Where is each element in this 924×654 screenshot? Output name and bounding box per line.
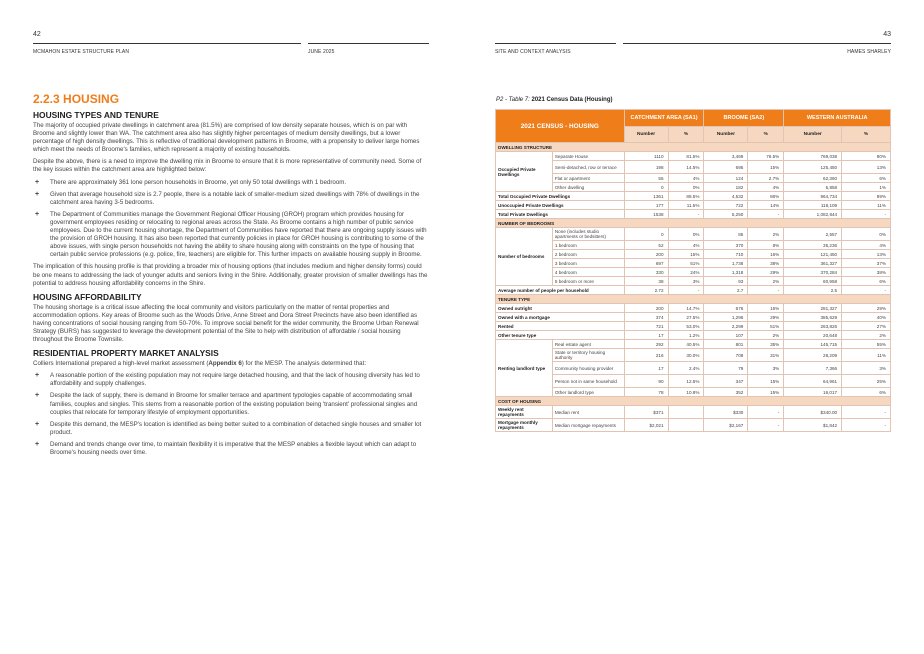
column-header: Number (624, 126, 668, 143)
value-cell: 78 (624, 388, 668, 397)
value-cell: 3% (842, 362, 891, 375)
value-cell: 14% (748, 201, 784, 210)
value-cell: 721 (624, 322, 668, 331)
bullet-icon: + (35, 190, 40, 198)
group-label: Number of bedrooms (496, 228, 553, 286)
value-cell: 676 (704, 304, 748, 313)
paragraph: Colliers International prepared a high-level market assessment (Appendix 6) for the MESP. The analysis determined that: (33, 360, 367, 368)
row-label: Owned outright (496, 304, 625, 313)
row-label: Total Private Dwellings (496, 210, 625, 219)
value-cell (668, 419, 704, 432)
table-row (496, 201, 891, 210)
column-group-header: BROOME (SA2) (704, 110, 784, 127)
section-bedrooms: NUMBER OF BEDROOMS (496, 219, 891, 228)
paragraph: The implication of this housing profile is that providing a broader mix of housing options (that includes medium and higher density forms) could be one means to addressing the lack of younger adults and seniors living in the Shire. Additionally, greater provision of smaller dwellings has the potential to address housing affordability concerns in the Shire. (33, 263, 428, 287)
value-cell: 27% (842, 322, 891, 331)
value-cell: 15% (748, 161, 784, 174)
value-cell: 1% (842, 183, 891, 192)
value-cell: 10.8% (668, 388, 704, 397)
value-cell: $340.00 (784, 406, 842, 419)
value-cell: 17 (624, 362, 668, 375)
value-cell: 200 (624, 250, 668, 259)
header-rule (308, 43, 429, 44)
value-cell: 15% (748, 304, 784, 313)
census-table (495, 109, 891, 432)
list-item: + Given that average household size is 2.7 people, there is a notable lack of smaller-medium sized dwellings with 78% of dwellings in the catchment area having 3-5 bedrooms. (35, 190, 420, 206)
value-cell: 4% (748, 183, 784, 192)
value-cell: 121,450 (784, 250, 842, 259)
value-cell: 118,109 (784, 201, 842, 210)
table-row (496, 388, 891, 397)
row-label: Owned with a mortgage (496, 313, 625, 322)
appendix-reference: Appendix 6 (208, 360, 242, 368)
value-cell: - (842, 210, 891, 219)
value-cell: 2,299 (704, 322, 748, 331)
value-cell: 0% (668, 183, 704, 192)
bullet-list (33, 372, 429, 457)
value-cell: 3,469 (704, 152, 748, 161)
column-header: Number (784, 126, 842, 143)
value-cell: 27.5% (668, 313, 704, 322)
value-cell: 2% (748, 228, 784, 241)
value-cell: 8% (748, 241, 784, 250)
table-row (496, 241, 891, 250)
table-row (496, 250, 891, 259)
value-cell: - (842, 286, 891, 295)
table-row (496, 286, 891, 295)
bullet-icon: + (35, 440, 40, 448)
value-cell: 1,082,844 (784, 210, 842, 219)
value-cell: 89% (842, 192, 891, 201)
table-row (496, 228, 891, 241)
value-cell: 11% (842, 349, 891, 362)
header-company: HAMES SHARLEY (847, 49, 891, 55)
left-body (33, 92, 429, 461)
value-cell: 347 (704, 375, 748, 388)
bullet-icon: + (35, 372, 40, 380)
header-rule (623, 43, 891, 44)
value-cell (668, 406, 704, 419)
header-date: JUNE 2025 (308, 49, 335, 55)
list-item: + There are approximately 361 lone person households in Broome, yet only 50 total dwellings with 1 bedroom. (35, 178, 347, 186)
value-cell: 16% (748, 250, 784, 259)
value-cell: 1361 (624, 192, 668, 201)
column-group-header: WESTERN AUSTRALIA (784, 110, 891, 127)
column-group-header: CATCHMENT AREA (SA1) (624, 110, 704, 127)
value-cell: 17 (624, 331, 668, 340)
value-cell: 107 (704, 331, 748, 340)
header-rule (33, 43, 301, 44)
row-label: Semi-detached, row or terrace (552, 161, 624, 174)
column-header: % (842, 126, 891, 143)
value-cell: 85 (704, 228, 748, 241)
value-cell: 722 (704, 201, 748, 210)
bullet-icon: + (35, 420, 40, 428)
page-number: 43 (883, 31, 891, 38)
value-cell: 1538 (624, 210, 668, 219)
value-cell: 2.7% (748, 174, 784, 183)
value-cell: $330 (704, 406, 748, 419)
value-cell: 2.5 (784, 286, 842, 295)
table-row (496, 268, 891, 277)
value-cell: 53.0% (668, 322, 704, 331)
table-row (496, 419, 891, 432)
column-header: Number (704, 126, 748, 143)
paragraph: The housing shortage is a critical issue affecting the local community and visitors particularly on the matter of rental properties and accommodation options. Key areas of Broome such as the Woods Drive, Anne Street and Dora Street Precincts have also been identified as having concentrations of social housing ranging from 50-70%. To improve social benefit for the wider community, the Broome Urban Renewal Strategy (BURS) has suggested to leverage the development potential of the Site to help with distribution of affordable / social housing throughout the Broome Townsite. (33, 303, 419, 344)
value-cell: 35% (748, 340, 784, 349)
section-dwelling-structure: DWELLING STRUCTURE (496, 143, 891, 152)
value-cell: 38% (748, 259, 784, 268)
table-title: 2021 CENSUS - HOUSING (496, 110, 625, 143)
value-cell: 198 (624, 161, 668, 174)
row-label: Other dwelling (552, 183, 624, 192)
value-cell: 0 (624, 183, 668, 192)
value-cell: 35,236 (784, 241, 842, 250)
value-cell: 79 (704, 362, 748, 375)
table-row (496, 152, 891, 161)
table-row (496, 406, 891, 419)
value-cell: 361,327 (784, 259, 842, 268)
section-row (496, 295, 891, 304)
paragraph: Despite the above, there is a need to improve the dwelling mix in Broome to ensure that it is more representative of community need. Some of the key issues within the catchment area are highlighted below: (33, 158, 422, 174)
bullet-list (33, 179, 429, 260)
table-row (496, 174, 891, 183)
value-cell: 88.5% (668, 192, 704, 201)
list-item: + A reasonable portion of the existing population may not require large detached housing, and that the lack of housing diversity has led to affordability and supply challenges. (35, 372, 420, 388)
value-cell: 2% (748, 277, 784, 286)
value-cell: - (748, 419, 784, 432)
row-sublabel: Median mortgage repayments (552, 419, 624, 432)
value-cell: 145,715 (784, 340, 842, 349)
section-tenure: TENURE TYPE (496, 295, 891, 304)
subheading-market-analysis: RESIDENTIAL PROPERTY MARKET ANALYSIS (33, 348, 219, 359)
bullet-icon: + (35, 178, 40, 186)
value-cell: 4,532 (704, 192, 748, 201)
value-cell: 40% (842, 313, 891, 322)
table-row (496, 331, 891, 340)
paragraph: The majority of occupied private dwellings in catchment area (81.5%) are comprised of low density separate houses, which is on par with Broome and slightly lower than WA. The catchment area also has slightly higher percentages of medium density dwellings, but a lower percentage of high density dwellings. This is reflective of traditional development patterns in Broome, with a propensity to deliver large homes which meet the needs of Broome's families, which represent a majority of existing households. (33, 122, 420, 154)
value-cell: 4% (668, 174, 704, 183)
value-cell: 40.5% (668, 340, 704, 349)
row-label: 3 bedroom (552, 259, 624, 268)
value-cell: - (748, 406, 784, 419)
value-cell: 4% (842, 241, 891, 250)
value-cell: 4% (668, 241, 704, 250)
table-row (496, 210, 891, 219)
value-cell: 177 (624, 201, 668, 210)
value-cell: 1,296 (704, 313, 748, 322)
table-row (496, 304, 891, 313)
value-cell: 28,209 (784, 349, 842, 362)
value-cell: 15% (668, 250, 704, 259)
value-cell: - (668, 286, 704, 295)
row-sublabel: Median rent (552, 406, 624, 419)
value-cell: 200 (624, 304, 668, 313)
value-cell: 182 (704, 183, 748, 192)
value-cell: 710 (704, 250, 748, 259)
row-label: Average number of people per household (496, 286, 625, 295)
list-item: + The Department of Communities manage the Government Regional Officer Housing (GROH) program which provides housing for government employees residing or relocating to regional areas across the State. As Broome contains a high number of public service employees. Due to the current housing shortage, the Department of Communities have reported that there are ongoing supply issues with the provision of GROH housing. It has also been reported that currently policies in place for GROH housing is contributing to some of the above issues, with single person households not having the ability to share housing along with constraints on the type of housing that certain public service professions (e.g. police, fire, teachers) are eligible for. This further impacts on available housing supply in Broome. (35, 210, 427, 259)
table-row (496, 192, 891, 201)
value-cell: - (748, 286, 784, 295)
value-cell: 1110 (624, 152, 668, 161)
value-cell: 51% (748, 322, 784, 331)
row-label: Total Occupied Private Dwellings (496, 192, 625, 201)
row-label: 5 bedroom or more (552, 277, 624, 286)
value-cell: 29% (842, 304, 891, 313)
subheading-housing-types: HOUSING TYPES AND TENURE (33, 110, 159, 120)
row-label: Rented (496, 322, 625, 331)
value-cell: 64,961 (784, 375, 842, 388)
table-row (496, 340, 891, 349)
value-cell: $2,021 (624, 419, 668, 432)
value-cell: 11% (842, 201, 891, 210)
row-label: Person not in same household (552, 375, 624, 388)
value-cell: $1,842 (784, 419, 842, 432)
value-cell: 38% (842, 268, 891, 277)
value-cell: 90 (624, 375, 668, 388)
value-cell: 263,826 (784, 322, 842, 331)
value-cell: 5,858 (784, 183, 842, 192)
value-cell: 60,958 (784, 277, 842, 286)
value-cell: 93 (704, 277, 748, 286)
running-header: MCMAHON ESTATE STRUCTURE PLAN (33, 49, 130, 55)
value-cell: 25% (842, 375, 891, 388)
group-label: Renting landlord type (496, 340, 553, 397)
section-row (496, 219, 891, 228)
value-cell: 20,648 (784, 331, 842, 340)
value-cell: 55% (842, 340, 891, 349)
page-number: 42 (33, 31, 41, 38)
value-cell: 13% (842, 161, 891, 174)
value-cell: - (748, 210, 784, 219)
table-row (496, 349, 891, 362)
value-cell: 708 (704, 349, 748, 362)
row-label: State or territory housing authority (552, 349, 624, 362)
value-cell: 81.5% (668, 152, 704, 161)
value-cell: 281,327 (784, 304, 842, 313)
value-cell: 11.5% (668, 201, 704, 210)
value-cell: 801 (704, 340, 748, 349)
table-row (496, 277, 891, 286)
value-cell: 964,734 (784, 192, 842, 201)
value-cell: 2.4% (668, 362, 704, 375)
value-cell: 2% (748, 331, 784, 340)
value-cell: 216 (624, 349, 668, 362)
value-cell: 2.7 (704, 286, 748, 295)
value-cell: 76.5% (748, 152, 784, 161)
value-cell: 29% (748, 313, 784, 322)
row-label: Mortgage monthly repayments (496, 419, 553, 432)
row-label: Other tenure type (496, 331, 625, 340)
value-cell: - (842, 406, 891, 419)
group-label: Occupied Private Dwellings (496, 152, 553, 192)
row-label: Flat or apartment (552, 174, 624, 183)
table-caption: P2 - Table 7: 2021 Census Data (Housing) (496, 97, 613, 103)
bullet-icon: + (35, 392, 40, 400)
list-item: + Despite this demand, the MESP's location is identified as being better suited to a combination of detached single houses and smaller lot product. (35, 420, 422, 436)
value-cell: 7,366 (784, 362, 842, 375)
section-row (496, 143, 891, 152)
value-cell: 352 (704, 388, 748, 397)
value-cell: 370 (704, 241, 748, 250)
value-cell: 15% (748, 388, 784, 397)
value-cell: 15% (748, 375, 784, 388)
section-title: 2.2.3 HOUSING (33, 92, 120, 106)
row-label: Separate House (552, 152, 624, 161)
value-cell: 2.72 (624, 286, 668, 295)
value-cell: 330 (624, 268, 668, 277)
right-page (462, 0, 924, 654)
row-label: Community housing provider (552, 362, 624, 375)
value-cell: 6% (842, 174, 891, 183)
value-cell: 3% (668, 277, 704, 286)
table-row (496, 259, 891, 268)
value-cell: $2,167 (704, 419, 748, 432)
value-cell: 370,284 (784, 268, 842, 277)
value-cell: 12.5% (668, 375, 704, 388)
list-item: + Demand and trends change over time, to maintain flexibility it is imperative that the MESP enables a flexible layout which can adapt to Broome's housing needs over time. (35, 440, 417, 456)
value-cell: 374 (624, 313, 668, 322)
column-header: % (668, 126, 704, 143)
value-cell: 52 (624, 241, 668, 250)
value-cell: 697 (624, 259, 668, 268)
value-cell: 385,629 (784, 313, 842, 322)
row-label: Real estate agent (552, 340, 624, 349)
value-cell: 51% (668, 259, 704, 268)
value-cell: 30.0% (668, 349, 704, 362)
value-cell: 2,557 (784, 228, 842, 241)
value-cell: 6% (842, 277, 891, 286)
value-cell: 292 (624, 340, 668, 349)
value-cell: 6% (842, 388, 891, 397)
table-row (496, 313, 891, 322)
value-cell: 0% (668, 228, 704, 241)
row-label: None (includes studio apartments or bedsitters) (552, 228, 624, 241)
value-cell: 769,038 (784, 152, 842, 161)
value-cell: 0% (842, 228, 891, 241)
table-row (496, 322, 891, 331)
value-cell: 125,450 (784, 161, 842, 174)
value-cell: 55 (624, 174, 668, 183)
value-cell: 5,250 (704, 210, 748, 219)
value-cell: 1.2% (668, 331, 704, 340)
value-cell: 16,017 (784, 388, 842, 397)
running-header: SITE AND CONTEXT ANALYSIS (495, 49, 571, 55)
section-cost: COST OF HOUSING (496, 397, 891, 406)
value-cell: 38 (624, 277, 668, 286)
value-cell: 29% (748, 268, 784, 277)
value-cell: - (842, 419, 891, 432)
subheading-affordability: HOUSING AFFORDABILITY (33, 291, 142, 302)
row-label: 1 bedroom (552, 241, 624, 250)
value-cell: 62,360 (784, 174, 842, 183)
value-cell: 24% (668, 268, 704, 277)
value-cell: 13% (842, 250, 891, 259)
column-header: % (748, 126, 784, 143)
value-cell: 14.7% (668, 304, 704, 313)
value-cell: 86% (748, 192, 784, 201)
table-row (496, 375, 891, 388)
section-row (496, 397, 891, 406)
value-cell: 695 (704, 161, 748, 174)
value-cell: $371 (624, 406, 668, 419)
table-row (496, 161, 891, 174)
bullet-icon: + (35, 210, 40, 218)
list-item: + Despite the lack of supply, there is demand in Broome for smaller terrace and apartment typologies capable of accommodating small families, couples and singles. This stems from a reasonable portion of the existing population being 'transient' professional singles and couples that relocate for temporary lifestyle of employment opportunities. (35, 392, 418, 416)
row-label: Other landlord type (552, 388, 624, 397)
row-label: 2 bedroom (552, 250, 624, 259)
row-label: Unoccupied Private Dwellings (496, 201, 625, 210)
row-label: Weekly rent repayments (496, 406, 553, 419)
value-cell: 3% (748, 362, 784, 375)
value-cell: 1,736 (704, 259, 748, 268)
value-cell: 0 (624, 228, 668, 241)
value-cell: 37% (842, 259, 891, 268)
value-cell: 80% (842, 152, 891, 161)
value-cell: - (668, 210, 704, 219)
header-rule (495, 43, 616, 44)
table-row (496, 183, 891, 192)
table-row (496, 362, 891, 375)
value-cell: 1,318 (704, 268, 748, 277)
value-cell: 14.5% (668, 161, 704, 174)
value-cell: 2% (842, 331, 891, 340)
row-label: 4 bedroom (552, 268, 624, 277)
value-cell: 31% (748, 349, 784, 362)
value-cell: 124 (704, 174, 748, 183)
